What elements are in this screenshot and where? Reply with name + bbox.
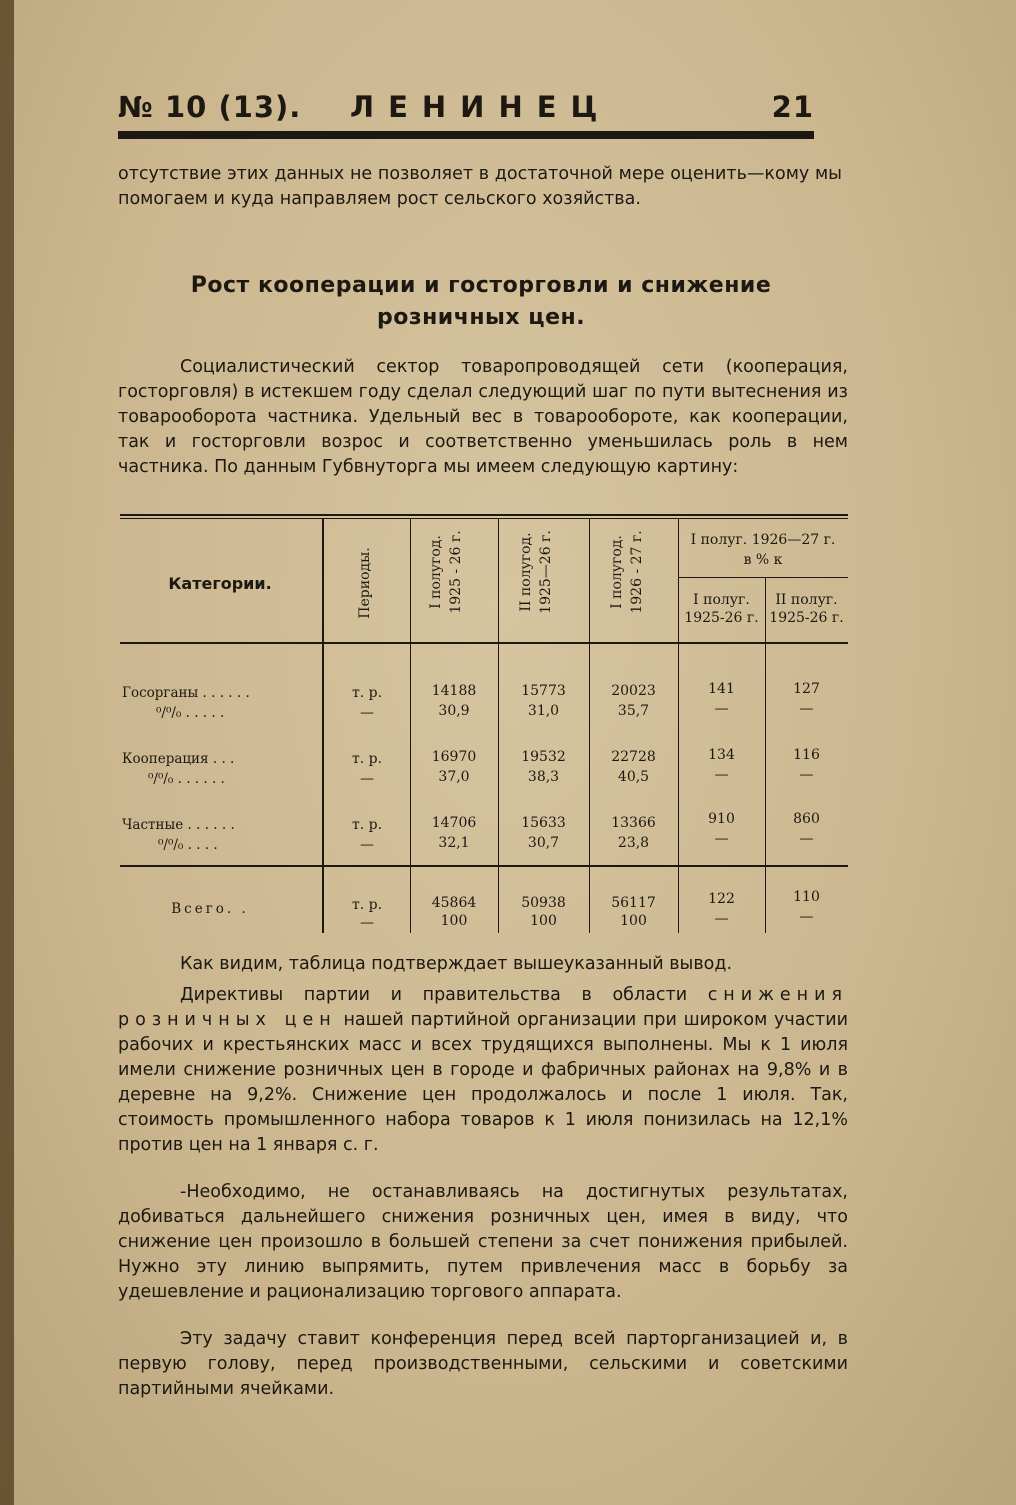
col1-header-line1: I полугод. <box>428 535 444 609</box>
header-rule <box>118 131 814 139</box>
pct-cell: 127 <box>793 681 820 697</box>
total-unit: т. р. <box>351 897 383 913</box>
paragraph-5: Эту задачу ставит конференция перед всей парторганизацией и, в первую голову, перед производственными, сельскими и советскими партийными ячейками. <box>118 1329 848 1399</box>
journal-title: ЛЕНИНЕЦ <box>350 90 612 124</box>
value-cell: 19532 <box>521 749 566 765</box>
row-unit: т. р. <box>351 817 383 833</box>
value-cell: 14706 <box>431 815 477 831</box>
row-dash: — <box>360 837 374 853</box>
row-pct-label: ⁰/⁰/₀ . . . . . . <box>148 771 225 787</box>
section-heading: Рост кооперации и госторговли и снижение розничных цен. <box>190 273 772 330</box>
paragraph-3 <box>118 983 848 1158</box>
pct1-header-line1: I полуг. <box>693 592 750 608</box>
pct-dash: — <box>799 767 814 783</box>
col2-header <box>498 524 589 640</box>
col1-header-line2: 1925 - 26 г. <box>448 530 464 614</box>
pct-dash: — <box>714 701 729 717</box>
category-header: Категории. <box>168 574 272 593</box>
row-dash: — <box>360 705 374 721</box>
pct-dash: — <box>714 767 729 783</box>
share-cell: 32,1 <box>438 835 470 851</box>
total-share: 100 <box>620 913 647 929</box>
table-vline <box>322 519 324 933</box>
page-number: 21 <box>771 90 814 124</box>
share-cell: 30,7 <box>527 835 560 851</box>
value-cell: 22728 <box>611 749 656 765</box>
pct-group-header-line2: в % к <box>743 552 783 568</box>
row-label: Частные . . . . . . <box>122 817 235 833</box>
paragraph-1: Социалистический сектор товаропроводящей сети (кооперация, госторговля) в истекшем году сделал следующий шаг по пути вытеснения из товарооборота частника. Удельный вес в товарообороте, как кооперации, так и госторговли возрос и соответственно уменьшилась роль в нем частника. По данным Губвнуторга мы имеем следующую картину: <box>118 357 848 477</box>
intro-paragraph: отсутствие этих данных не позволяет в достаточной мере оценить—кому мы помогаем и куда направляем рост сельского хозяйства. <box>118 164 842 209</box>
total-value: 56117 <box>611 895 656 911</box>
col2-header-line1: II полугод. <box>518 532 534 612</box>
pct-dash: — <box>799 831 814 847</box>
share-cell: 31,0 <box>527 703 560 719</box>
share-cell: 40,5 <box>617 769 650 785</box>
table-vline <box>678 519 679 933</box>
row-pct-label: ⁰/⁰/₀ . . . . . <box>156 705 225 721</box>
pct2-header-line2: 1925-26 г. <box>769 610 844 626</box>
total-dash: — <box>360 915 374 931</box>
total-share: 100 <box>440 913 468 929</box>
issue-number: № 10 (13). <box>118 90 302 124</box>
paragraph-3-emphasis: снижения розничных цен <box>118 985 848 1030</box>
page-header <box>118 90 814 130</box>
paragraph-2: Как видим, таблица подтверждает вышеуказанный вывод. <box>180 954 733 974</box>
total-value: 45864 <box>431 895 477 911</box>
table-top-rule <box>120 514 848 516</box>
col3-header-line2: 1926 - 27 г. <box>629 530 645 614</box>
pct-cell: 116 <box>793 747 820 763</box>
pct2-header-line1: II полуг. <box>775 592 838 608</box>
pct1-header-line2: 1925-26 г. <box>684 610 759 626</box>
total-label: Всего. . <box>171 901 249 917</box>
pct-group-header-line1: I полуг. 1926—27 г. <box>690 532 836 548</box>
table-subheader-rule <box>678 577 848 578</box>
total-share: 100 <box>530 913 557 929</box>
table-header-rule <box>120 642 848 644</box>
row-unit: т. р. <box>351 685 383 701</box>
value-cell: 14188 <box>431 683 477 699</box>
total-pct: 110 <box>793 889 820 905</box>
trade-table <box>120 514 848 934</box>
periods-header: Периоды. <box>357 547 373 619</box>
col2-header-line2: 1925—26 г. <box>538 530 554 614</box>
total-pct: 122 <box>708 891 735 907</box>
share-cell: 23,8 <box>617 835 650 851</box>
share-cell: 35,7 <box>617 703 650 719</box>
row-pct-label: ⁰/⁰/₀ . . . . <box>158 837 218 853</box>
row-dash: — <box>360 771 374 787</box>
value-cell: 13366 <box>611 815 656 831</box>
share-cell: 38,3 <box>527 769 560 785</box>
pct-cell: 910 <box>708 811 735 827</box>
pct-cell: 860 <box>793 811 820 827</box>
value-cell: 20023 <box>611 683 656 699</box>
table-total-rule <box>120 865 848 867</box>
pct-dash: — <box>714 831 729 847</box>
share-cell: 37,0 <box>438 769 470 785</box>
value-cell: 16970 <box>431 749 477 765</box>
col3-header <box>589 524 678 640</box>
paragraph-3-end: нашей партийной организации при широком участии рабочих и крестьянских масс и всех трудящихся выполнены. Мы к 1 июля имели снижение розничных цен в городе и фабричных районах на 9,8% и в деревне на 9,2%. Снижение цен продолжалось и после 1 июля. Так, стоимость промышленного набора товаров к 1 июля понизилась на 12,1% против цен на 1 января с. г. <box>118 1010 848 1155</box>
col3-header-line1: I полугод. <box>609 535 625 609</box>
row-label: Госорганы . . . . . . <box>122 685 250 701</box>
row-unit: т. р. <box>351 751 383 767</box>
binding-edge <box>0 0 14 1505</box>
col1-header <box>410 524 498 640</box>
row-label: Кооперация . . . <box>122 751 235 767</box>
total-value: 50938 <box>521 895 566 911</box>
paragraph-3-start: Директивы партии и правительства в области <box>180 985 708 1005</box>
total-pct-dash: — <box>799 909 814 925</box>
pct-cell: 141 <box>708 681 735 697</box>
value-cell: 15633 <box>521 815 566 831</box>
table-top-rule-thin <box>120 518 848 519</box>
value-cell: 15773 <box>521 683 566 699</box>
share-cell: 30,9 <box>438 703 470 719</box>
paragraph-4: -Необходимо, не останавливаясь на достигнутых результатах, добиваться дальнейшего снижения розничных цен, имея в виду, что снижение цен произошло в большей степени за счет понижения прибылей. Нужно эту линию выпрямить, путем привлечения масс в борьбу за удешевление и рационализацию торгового аппарата. <box>118 1182 848 1302</box>
pct-cell: 134 <box>708 747 735 763</box>
total-pct-dash: — <box>714 911 729 927</box>
pct-dash: — <box>799 701 814 717</box>
